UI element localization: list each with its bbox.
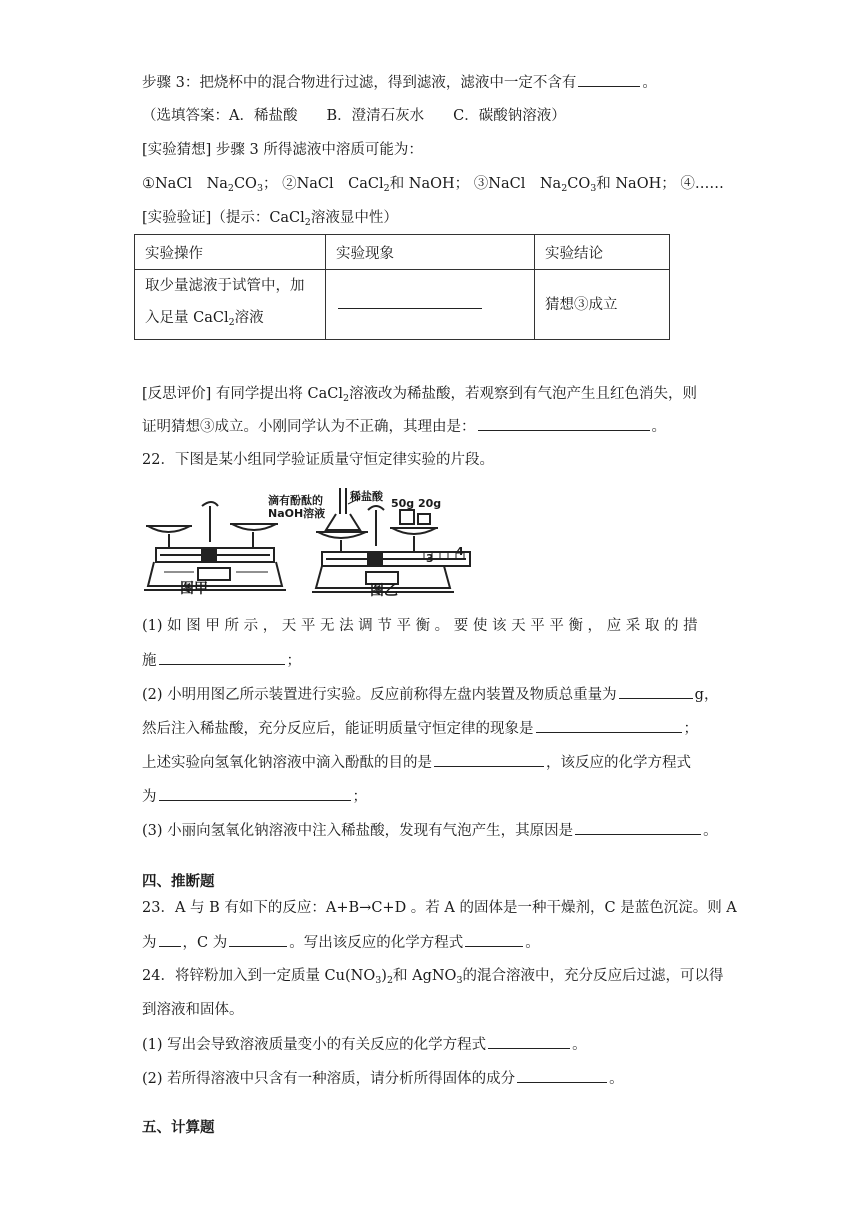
q22-stem: 22．下图是某小组同学验证质量守恒定律实验的片段。 <box>142 452 494 468</box>
section-5-heading: 五、计算题 <box>142 1120 215 1136</box>
label-weight-50g: 50g <box>391 497 415 510</box>
q22-part2-line2: 然后注入稀盐酸，充分反应后，能证明质量守恒定律的现象是 ； <box>142 718 698 739</box>
reason-blank[interactable] <box>478 416 650 431</box>
q24-line1: 24．将锌粉加入到一定质量 $Cu(NO_3)_2$和 AgNO$_3$的混合溶液中，充分反应后过滤，可以得 <box>142 968 724 986</box>
q24-part2: (2) 若所得溶液中只含有一种溶质，请分析所得固体的成分 。 <box>142 1068 624 1089</box>
figure-b-caption: 图乙 <box>370 583 398 599</box>
q23-line2: 为 ，C 为 。写出该反应的化学方程式 。 <box>142 932 540 953</box>
q22-part1-line1: (1) 如 图 甲 所 示 ， 天 平 无 法 调 节 平 衡 。 要 使 该 天 平 平 衡 ， 应 采 取 的 措 <box>142 618 698 634</box>
table-header-row <box>135 235 670 270</box>
scale-mark-4: 4 <box>456 545 464 558</box>
verify-title: [实验验证]（提示：CaCl$_2$溶液显中性） <box>142 210 398 228</box>
header-conclusion: 实验结论 <box>535 235 670 270</box>
header-operation: 实验操作 <box>135 235 326 270</box>
q22-part3: (3) 小丽向氢氧化钠溶液中注入稀盐酸，发现有气泡产生，其原因是 。 <box>142 820 718 841</box>
c-blank[interactable] <box>229 932 287 947</box>
cell-operation: 取少量滤液于试管中，加 入足量 CaCl$_2$溶液 <box>135 270 326 340</box>
a-blank[interactable] <box>159 932 181 947</box>
label-phenolphthalein: 滴有酚酞的 NaOH溶液 <box>268 494 326 520</box>
q24-line2: 到溶液和固体。 <box>142 1002 244 1018</box>
mass-blank[interactable] <box>619 684 693 699</box>
guess-items: ①NaCl $Na_2CO_3$； ②NaCl CaCl$_2$和 NaOH； ③NaCl $Na_2CO_3$和 NaOH； ④…… <box>142 176 724 194</box>
equation-blank[interactable] <box>159 786 351 801</box>
q23-line1: 23．A 与 B 有如下的反应：A+B→C+D 。若 A 的固体是一种干燥剂，C 是蓝色沉淀。则 A <box>142 900 737 916</box>
measure-blank[interactable] <box>159 650 285 665</box>
equation-blank-2[interactable] <box>465 932 523 947</box>
reflect-line-1: [反思评价] 有同学提出将 CaCl$_2$溶液改为稀盐酸，若观察到有气泡产生且红色消失，则 <box>142 386 698 404</box>
experiment-table <box>134 234 670 340</box>
phenomenon-blank-2[interactable] <box>536 718 682 733</box>
q22-part2-line3: 上述实验向氢氧化钠溶液中滴入酚酞的目的是 ，该反应的化学方程式 <box>142 752 691 773</box>
reflect-line-2: 证明猜想③成立。小刚同学认为不正确，其理由是： 。 <box>142 416 666 437</box>
answer-blank[interactable] <box>578 72 640 87</box>
cell-conclusion: 猜想③成立 <box>535 270 670 340</box>
q22-part1-line2: 施 ； <box>142 650 301 671</box>
phenomenon-blank[interactable] <box>338 294 482 309</box>
step3-line: 步骤 3：把烧杯中的混合物进行过滤，得到滤液，滤液中一定不含有 。 <box>142 72 657 93</box>
q24-part1: (1) 写出会导致溶液质量变小的有关反应的化学方程式 。 <box>142 1034 587 1055</box>
q22-part2-line1: (2) 小明用图乙所示装置进行实验。反应前称得左盘内装置及物质总重量为 g， <box>142 684 718 705</box>
solid-composition-blank[interactable] <box>517 1068 607 1083</box>
scale-mark-3: 3 <box>426 552 434 565</box>
table-row <box>135 270 670 340</box>
label-hcl: 稀盐酸 <box>350 490 383 503</box>
equation-blank-3[interactable] <box>488 1034 570 1049</box>
cause-blank[interactable] <box>575 820 701 835</box>
q22-part2-line4: 为 ； <box>142 786 367 807</box>
cell-phenomenon <box>326 270 535 340</box>
guess-title: [实验猜想] 步骤 3 所得滤液中溶质可能为： <box>142 142 423 158</box>
options-line: （选填答案：A．稀盐酸 B．澄清石灰水 C．碳酸钠溶液） <box>142 108 566 124</box>
header-phenomenon: 实验现象 <box>326 235 535 270</box>
figure-a-caption: 图甲 <box>180 581 208 597</box>
purpose-blank[interactable] <box>434 752 544 767</box>
label-weight-20g: 20g <box>418 497 442 510</box>
section-4-heading: 四、推断题 <box>142 874 215 890</box>
